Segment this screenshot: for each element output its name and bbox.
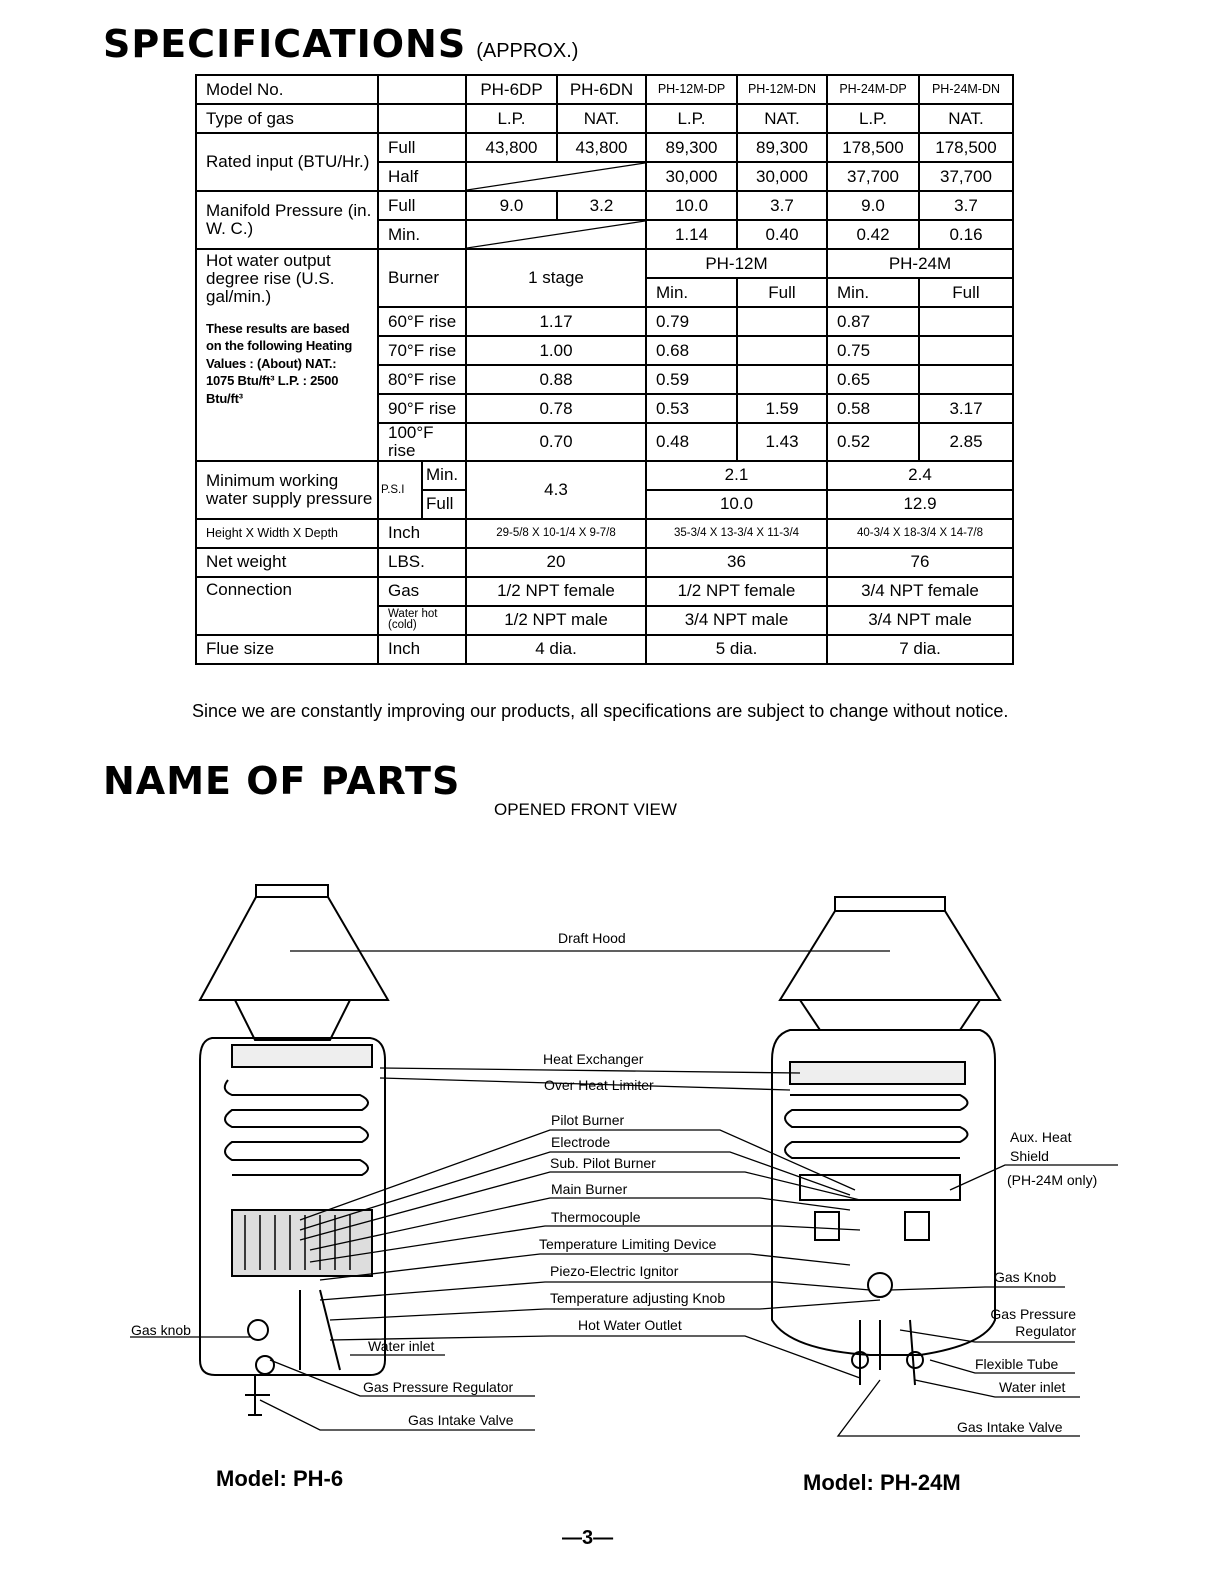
rise-cell: 0.70 — [466, 423, 646, 461]
connection-cell: 3/4 NPT female — [827, 577, 1013, 606]
label-water-inlet-right: Water inlet — [999, 1379, 1066, 1395]
supply-pressure-label: Minimum working water supply pressure — [196, 461, 378, 519]
rated-cell: 178,500 — [827, 133, 919, 162]
rise-label: 90°F rise — [378, 394, 466, 423]
weight-cell: 36 — [646, 548, 827, 577]
supply-cell: 2.4 — [827, 461, 1013, 490]
rated-input-label: Rated input (BTU/Hr.) — [196, 133, 378, 191]
burner-label: Burner — [378, 249, 466, 307]
model-cell: PH-24M-DP — [827, 75, 919, 104]
label-gas-knob-right: Gas Knob — [994, 1269, 1057, 1285]
rated-cell: 37,700 — [827, 162, 919, 191]
model-label: Model No. — [196, 75, 378, 104]
gas-cell: NAT. — [737, 104, 827, 133]
gas-cell: L.P. — [646, 104, 737, 133]
rise-label: 60°F rise — [378, 307, 466, 336]
gas-cell: NAT. — [557, 104, 646, 133]
flue-unit: Inch — [378, 635, 466, 664]
connection-label: Connection — [196, 577, 378, 635]
label-pilot-burner: Pilot Burner — [551, 1112, 625, 1128]
supply-full-label: Full — [422, 490, 466, 519]
gas-cell: NAT. — [919, 104, 1013, 133]
rise-cell: 0.87 — [827, 307, 919, 336]
connection-cell: 1/2 NPT female — [466, 577, 646, 606]
flue-cell: 5 dia. — [646, 635, 827, 664]
rise-cell: 0.53 — [646, 394, 737, 423]
supply-min-label: Min. — [422, 461, 466, 490]
connection-cell: 1/2 NPT male — [466, 606, 646, 635]
flue-cell: 4 dia. — [466, 635, 646, 664]
ph12m-header: PH-12M — [646, 249, 827, 278]
dimensions-cell: 40-3/4 X 18-3/4 X 14-7/8 — [827, 519, 1013, 548]
connection-cell: 3/4 NPT male — [646, 606, 827, 635]
label-gas-knob-left: Gas knob — [131, 1322, 191, 1338]
dimensions-label: Height X Width X Depth — [196, 519, 378, 548]
burner-stage: 1 stage — [466, 249, 646, 307]
rise-cell: 1.43 — [737, 423, 827, 461]
connection-cell: 3/4 NPT male — [827, 606, 1013, 635]
psi-label: P.S.I — [378, 461, 422, 519]
label-temperature-limiting-device: Temperature Limiting Device — [539, 1236, 717, 1252]
label-aux-note: (PH-24M only) — [1007, 1172, 1098, 1188]
dimensions-unit: Inch — [378, 519, 466, 548]
rated-cell: 30,000 — [646, 162, 737, 191]
label-heat-exchanger: Heat Exchanger — [543, 1051, 644, 1067]
label-gas-pressure-regulator-right: Gas Pressure Regulator — [990, 1306, 1076, 1339]
model-ph6-caption: Model: PH-6 — [216, 1466, 344, 1491]
model-ph24m-caption: Model: PH-24M — [803, 1470, 961, 1495]
ph24m-heater-drawing — [772, 897, 1000, 1385]
change-notice: Since we are constantly improving our products, all specifications are subject to change without notice. — [192, 701, 1009, 721]
ph24m-header: PH-24M — [827, 249, 1013, 278]
rise-cell: 0.65 — [827, 365, 919, 394]
label-main-burner: Main Burner — [551, 1181, 628, 1197]
label-gas-intake-valve-left: Gas Intake Valve — [408, 1412, 514, 1428]
rise-cell: 0.68 — [646, 336, 737, 365]
connection-water-label: Water hot (cold) — [378, 606, 466, 635]
rise-cell: 1.59 — [737, 394, 827, 423]
manifold-full-label: Full — [378, 191, 466, 220]
supply-cell: 4.3 — [466, 461, 646, 519]
rated-cell: 89,300 — [646, 133, 737, 162]
model-cell: PH-24M-DN — [919, 75, 1013, 104]
label-flexible-tube: Flexible Tube — [975, 1356, 1059, 1372]
rated-cell: 89,300 — [737, 133, 827, 162]
rated-half-label: Half — [378, 162, 466, 191]
rated-cell: 37,700 — [919, 162, 1013, 191]
specifications-subtitle: (APPROX.) — [476, 40, 579, 62]
rise-cell: 0.75 — [827, 336, 919, 365]
heating-values-note: These results are based on the following Heating Values : (About) NAT.: 1075 Btu/ft³ L.P. : 2500 Btu/ft³ — [206, 320, 353, 406]
supply-cell: 12.9 — [827, 490, 1013, 519]
rise-cell: 0.52 — [827, 423, 919, 461]
manifold-label: Manifold Pressure (in. W. C.) — [196, 191, 378, 249]
rise-cell: 0.79 — [646, 307, 737, 336]
rise-label: 80°F rise — [378, 365, 466, 394]
label-draft-hood: Draft Hood — [558, 930, 626, 946]
dimensions-cell: 29-5/8 X 10-1/4 X 9-7/8 — [466, 519, 646, 548]
manifold-cell: 0.40 — [737, 220, 827, 249]
gas-cell: L.P. — [466, 104, 557, 133]
weight-unit: LBS. — [378, 548, 466, 577]
rise-cell: 0.59 — [646, 365, 737, 394]
weight-cell: 20 — [466, 548, 646, 577]
rise-cell: 1.00 — [466, 336, 646, 365]
label-sub-pilot-burner: Sub. Pilot Burner — [550, 1155, 656, 1171]
rise-cell: 3.17 — [919, 394, 1013, 423]
ph6-heater-drawing — [200, 885, 388, 1415]
flue-cell: 7 dia. — [827, 635, 1013, 664]
specifications-title: SPECIFICATIONS — [103, 22, 467, 66]
rated-cell: 43,800 — [466, 133, 557, 162]
label-piezo-ignitor: Piezo-Electric Ignitor — [550, 1263, 679, 1279]
manifold-cell: 3.2 — [557, 191, 646, 220]
label-aux-heat-shield: Aux. Heat Shield — [1010, 1129, 1072, 1164]
rise-cell: 0.78 — [466, 394, 646, 423]
page-number: —3— — [562, 1527, 614, 1549]
rise-label: 100°F rise — [378, 423, 466, 461]
parts-heading: NAME OF PARTS — [103, 759, 461, 803]
model-cell: PH-12M-DN — [737, 75, 827, 104]
manifold-cell: 3.7 — [919, 191, 1013, 220]
label-over-heat-limiter: Over Heat Limiter — [544, 1077, 654, 1093]
min-header: Min. — [646, 278, 737, 307]
supply-cell: 10.0 — [646, 490, 827, 519]
label-hot-water-outlet: Hot Water Outlet — [578, 1317, 682, 1333]
rise-cell: 1.17 — [466, 307, 646, 336]
rise-cell: 0.48 — [646, 423, 737, 461]
rise-cell: 2.85 — [919, 423, 1013, 461]
manifold-cell: 0.42 — [827, 220, 919, 249]
min-header: Min. — [827, 278, 919, 307]
rated-cell: 178,500 — [919, 133, 1013, 162]
rated-full-label: Full — [378, 133, 466, 162]
label-gas-intake-valve-right: Gas Intake Valve — [957, 1419, 1063, 1435]
manifold-min-label: Min. — [378, 220, 466, 249]
full-header: Full — [919, 278, 1013, 307]
full-header: Full — [737, 278, 827, 307]
gas-type-label: Type of gas — [196, 104, 378, 133]
model-cell: PH-6DP — [466, 75, 557, 104]
label-temperature-adjusting-knob: Temperature adjusting Knob — [550, 1290, 726, 1306]
label-gas-pressure-regulator-left: Gas Pressure Regulator — [363, 1379, 514, 1395]
manifold-cell: 0.16 — [919, 220, 1013, 249]
rise-label: 70°F rise — [378, 336, 466, 365]
connection-cell: 1/2 NPT female — [646, 577, 827, 606]
manifold-cell: 1.14 — [646, 220, 737, 249]
gas-cell: L.P. — [827, 104, 919, 133]
hot-water-output-label: Hot water output degree rise (U.S. gal/min.) — [206, 251, 335, 306]
label-electrode: Electrode — [551, 1134, 611, 1150]
view-caption: OPENED FRONT VIEW — [494, 800, 677, 819]
rise-cell: 0.58 — [827, 394, 919, 423]
manifold-cell: 10.0 — [646, 191, 737, 220]
model-cell: PH-12M-DP — [646, 75, 737, 104]
manifold-cell: 9.0 — [827, 191, 919, 220]
rated-cell: 30,000 — [737, 162, 827, 191]
weight-label: Net weight — [196, 548, 378, 577]
label-water-inlet-left: Water inlet — [368, 1338, 435, 1354]
manifold-cell: 3.7 — [737, 191, 827, 220]
manifold-cell: 9.0 — [466, 191, 557, 220]
label-thermocouple: Thermocouple — [551, 1209, 641, 1225]
rise-cell: 0.88 — [466, 365, 646, 394]
supply-cell: 2.1 — [646, 461, 827, 490]
flue-label: Flue size — [196, 635, 378, 664]
dimensions-cell: 35-3/4 X 13-3/4 X 11-3/4 — [646, 519, 827, 548]
rated-cell: 43,800 — [557, 133, 646, 162]
connection-gas-label: Gas — [378, 577, 466, 606]
weight-cell: 76 — [827, 548, 1013, 577]
model-cell: PH-6DN — [557, 75, 646, 104]
